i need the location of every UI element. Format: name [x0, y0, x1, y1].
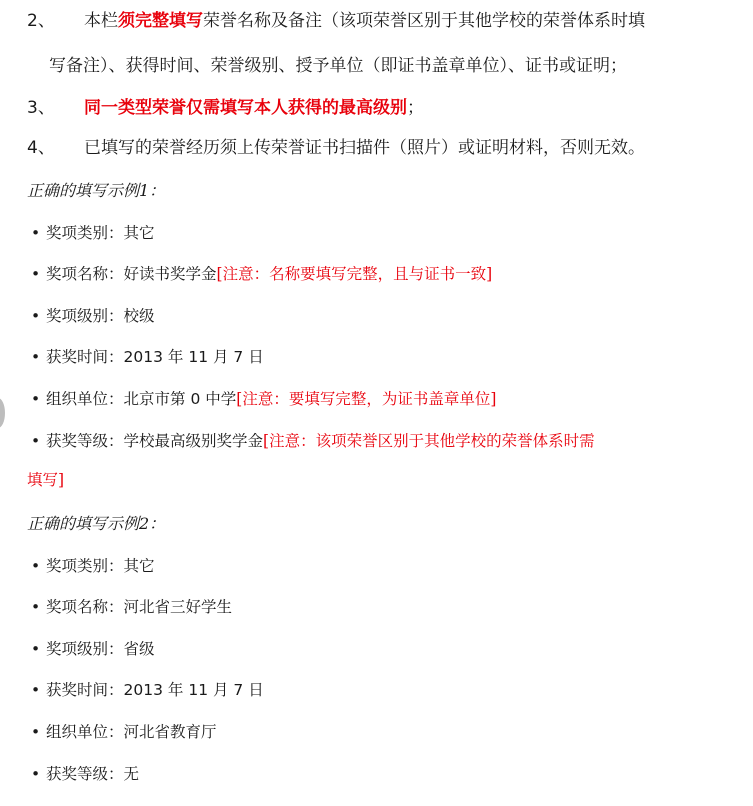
rule-emphasis: 同一类型荣誉仅需填写本人获得的最高级别: [84, 98, 407, 118]
bullet-icon: •: [31, 681, 41, 699]
list-item: [31, 262, 492, 286]
list-item: [31, 345, 264, 369]
date-unit: 年: [162, 681, 189, 699]
list-item: [31, 387, 496, 411]
field-label: 奖项级别：: [46, 307, 124, 325]
field-value: 中学: [200, 390, 237, 408]
field-label: 获奖等级：: [46, 432, 124, 450]
field-value: 校级: [123, 307, 155, 325]
field-label: 奖项级别：: [46, 640, 124, 658]
list-item: [31, 678, 264, 702]
field-value: 好读书奖学金: [123, 265, 217, 283]
bullet-icon: •: [31, 348, 41, 366]
date-unit: 年: [162, 348, 189, 366]
list-item: [31, 637, 155, 661]
field-value-digit: 0: [190, 390, 201, 408]
bullet-icon: •: [31, 307, 41, 325]
field-label: 奖项类别：: [46, 224, 124, 242]
date-unit: 日: [243, 681, 264, 699]
field-label: 获奖时间：: [46, 348, 124, 366]
field-value: 其它: [123, 557, 155, 575]
field-label: 奖项名称：: [46, 265, 124, 283]
rule-text-pre: 本栏: [84, 11, 118, 31]
rule-text: [84, 96, 424, 120]
scroll-edge-indicator: [0, 398, 5, 428]
date-month: 11: [188, 681, 209, 699]
list-item: [31, 762, 139, 786]
field-value: 无: [123, 765, 140, 783]
rule-number: 4、: [27, 138, 55, 158]
note-text: [注意：要填写完整，为证书盖章单位]: [236, 390, 497, 408]
example-title: 正确的填写示例2：: [27, 514, 166, 533]
rule-text-post: 荣誉名称及备注（该项荣誉区别于其他学校的荣誉体系时填: [203, 11, 645, 31]
field-label: 组织单位：: [46, 390, 124, 408]
rule-text: 已填写的荣誉经历须上传荣誉证书扫描件（照片）或证明材料，否则无效。: [84, 138, 645, 158]
field-value: 省级: [123, 640, 155, 658]
field-label: 奖项名称：: [46, 598, 124, 616]
date-unit: 月: [208, 681, 234, 699]
example-title: 正确的填写示例1：: [27, 181, 166, 200]
bullet-icon: •: [31, 265, 41, 283]
date-day: 7: [233, 681, 244, 699]
bullet-icon: •: [31, 557, 41, 575]
date-unit: 日: [243, 348, 264, 366]
rule-text: [84, 9, 645, 33]
rule-text-cont: 写备注）、获得时间、荣誉级别、授予单位（即证书盖章单位）、证书或证明；: [49, 56, 627, 76]
rule-number: 3、: [27, 98, 55, 118]
bullet-icon: •: [31, 432, 41, 450]
field-value: 北京市第: [123, 390, 191, 408]
bullet-icon: •: [31, 723, 41, 741]
list-item: [31, 304, 155, 328]
bullet-icon: •: [31, 598, 41, 616]
date-month: 11: [188, 348, 209, 366]
list-item: [31, 595, 232, 619]
note-text: [注意：该项荣誉区别于其他学校的荣誉体系时需: [263, 432, 595, 450]
field-value: 学校最高级别奖学金: [123, 432, 264, 450]
bullet-icon: •: [31, 390, 41, 408]
rule-text-post: ；: [407, 98, 424, 118]
date-year: 2013: [123, 681, 163, 699]
field-label: 获奖等级：: [46, 765, 124, 783]
list-item: [31, 554, 155, 578]
note-text-cont: 填写]: [27, 471, 65, 489]
field-label: 组织单位：: [46, 723, 124, 741]
note-text: [注意：名称要填写完整，且与证书一致]: [216, 265, 493, 283]
list-item: [31, 720, 217, 744]
date-day: 7: [233, 348, 244, 366]
field-label: 奖项类别：: [46, 557, 124, 575]
list-item: [31, 221, 155, 245]
rule-number: 2、: [27, 11, 55, 31]
field-value: 河北省教育厅: [123, 723, 217, 741]
bullet-icon: •: [31, 640, 41, 658]
rule-emphasis: 须完整填写: [118, 11, 203, 31]
bullet-icon: •: [31, 224, 41, 242]
field-value: 河北省三好学生: [123, 598, 233, 616]
field-label: 获奖时间：: [46, 681, 124, 699]
date-unit: 月: [208, 348, 234, 366]
date-year: 2013: [123, 348, 163, 366]
list-item: [31, 429, 595, 453]
bullet-icon: •: [31, 765, 41, 783]
field-value: 其它: [123, 224, 155, 242]
